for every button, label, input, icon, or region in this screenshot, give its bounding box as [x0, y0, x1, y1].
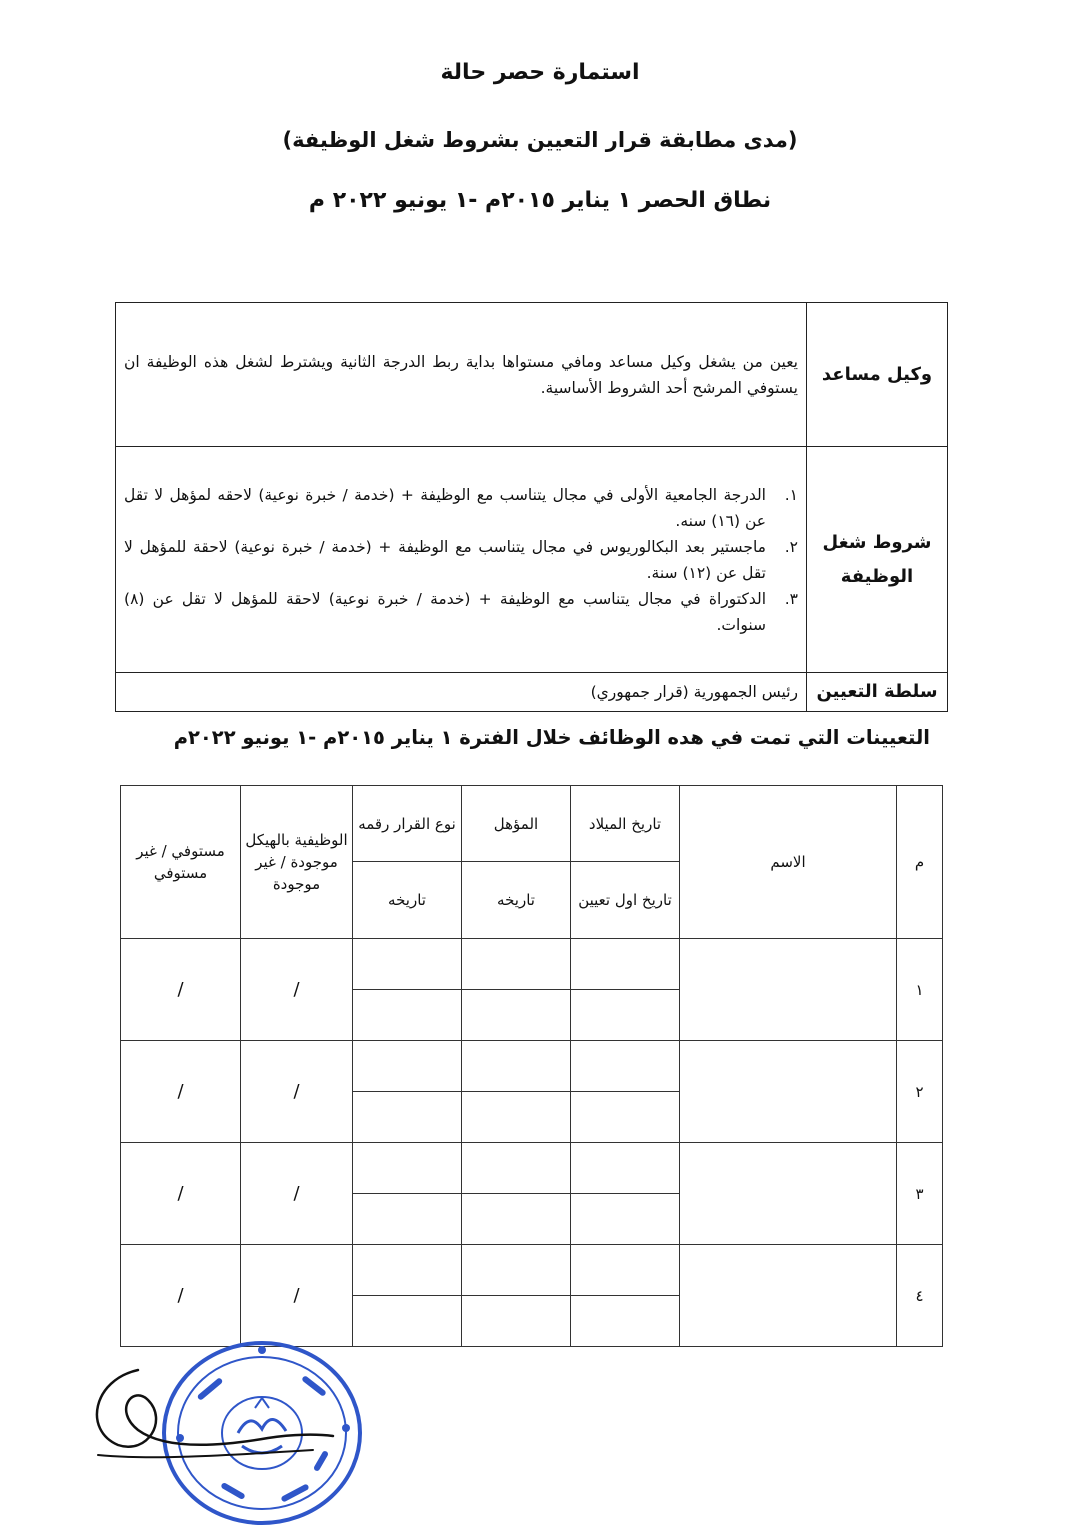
first-appointment-cell[interactable]	[571, 1092, 680, 1143]
header-structure: الوظيفية بالهيكل موجودة / غير موجودة	[241, 786, 353, 939]
form-title: استمارة حصر حالة	[440, 60, 640, 85]
header-qualification: المؤهل	[462, 786, 571, 862]
signature	[78, 1360, 338, 1480]
first-appointment-cell[interactable]	[571, 1194, 680, 1245]
decision-date-cell[interactable]	[353, 1092, 462, 1143]
name-cell[interactable]	[680, 1041, 897, 1143]
decision-date-cell[interactable]	[353, 1296, 462, 1347]
conditions-list	[124, 482, 798, 638]
first-appointment-cell[interactable]	[571, 990, 680, 1041]
decision-cell[interactable]	[353, 939, 462, 990]
row-number: ١	[897, 939, 943, 1041]
structure-cell[interactable]: /	[241, 1245, 353, 1347]
table-row	[121, 939, 943, 990]
condition-item	[124, 482, 798, 534]
qualification-date-cell[interactable]	[462, 1194, 571, 1245]
decision-date-cell[interactable]	[353, 990, 462, 1041]
birth-date-cell[interactable]	[571, 1041, 680, 1092]
name-cell[interactable]	[680, 1245, 897, 1347]
conditions-list-cell	[116, 447, 807, 673]
qualification-date-cell[interactable]	[462, 1296, 571, 1347]
header-qualification-date: تاريخه	[462, 862, 571, 939]
table-row	[121, 1041, 943, 1092]
job-description: يعين من يشغل وكيل مساعد ومافي مستواها بداية ربط الدرجة الثانية ويشترط لشغل هذه الوظيفة ان يستوفي المرشح أحد الشروط الأساسية.	[116, 303, 807, 447]
condition-text: الدكتوراة في مجال يتناسب مع الوظيفة + (خدمة / خبرة نوعية) لاحقة للمؤهل لا تقل عن (٨) سنوات.	[124, 589, 766, 634]
first-appointment-cell[interactable]	[571, 1296, 680, 1347]
header-status: مستوفي / غير مستوفي	[121, 786, 241, 939]
appointments-table	[120, 785, 943, 1347]
qualification-date-cell[interactable]	[462, 990, 571, 1041]
survey-range: نطاق الحصر ١ يناير ٢٠١٥م -١ يونيو ٢٠٢٢ م	[308, 188, 772, 213]
condition-number: ٢.	[784, 537, 798, 556]
header-decision-date: تاريخه	[353, 862, 462, 939]
condition-item	[124, 534, 798, 586]
header-decision: نوع القرار رقمه	[353, 786, 462, 862]
structure-cell[interactable]: /	[241, 939, 353, 1041]
status-cell[interactable]: /	[121, 1245, 241, 1347]
qualification-cell[interactable]	[462, 939, 571, 990]
section-title: التعيينات التي تمت في هده الوظائف خلال الفترة ١ يناير ٢٠١٥م -١ يونيو ٢٠٢٢م	[173, 726, 930, 749]
decision-date-cell[interactable]	[353, 1194, 462, 1245]
decision-cell[interactable]	[353, 1041, 462, 1092]
authority-value: رئيس الجمهورية (قرار جمهوري)	[116, 673, 807, 712]
header-birth-date: تاريخ الميلاد	[571, 786, 680, 862]
qualification-cell[interactable]	[462, 1041, 571, 1092]
condition-text: الدرجة الجامعية الأولى في مجال يتناسب مع الوظيفة + (خدمة / خبرة نوعية) لاحقه لمؤهل لا تقل عن (١٦) سنه.	[124, 485, 766, 530]
conditions-label: شروط شغل الوظيفة	[807, 447, 948, 673]
row-number: ٣	[897, 1143, 943, 1245]
job-info-table	[115, 302, 948, 712]
structure-cell[interactable]: /	[241, 1041, 353, 1143]
form-subtitle: (مدى مطابقة قرار التعيين بشروط شغل الوظيفة)	[282, 128, 798, 152]
decision-cell[interactable]	[353, 1245, 462, 1296]
row-number: ٤	[897, 1245, 943, 1347]
qualification-date-cell[interactable]	[462, 1092, 571, 1143]
name-cell[interactable]	[680, 1143, 897, 1245]
table-row	[121, 1245, 943, 1296]
qualification-cell[interactable]	[462, 1143, 571, 1194]
table-row	[121, 1143, 943, 1194]
structure-cell[interactable]: /	[241, 1143, 353, 1245]
header-name: الاسم	[680, 786, 897, 939]
name-cell[interactable]	[680, 939, 897, 1041]
header-first-appointment: تاريخ اول تعيين	[571, 862, 680, 939]
birth-date-cell[interactable]	[571, 1245, 680, 1296]
birth-date-cell[interactable]	[571, 939, 680, 990]
birth-date-cell[interactable]	[571, 1143, 680, 1194]
condition-text: ماجستير بعد البكالوريوس في مجال يتناسب مع الوظيفة + (خدمة / خبرة نوعية) لاحقة للمؤهل لا تقل عن (١٢) سنة.	[124, 537, 766, 582]
condition-number: ٣.	[784, 589, 798, 608]
authority-label: سلطة التعيين	[807, 673, 948, 712]
decision-cell[interactable]	[353, 1143, 462, 1194]
status-cell[interactable]: /	[121, 1143, 241, 1245]
row-number: ٢	[897, 1041, 943, 1143]
condition-item	[124, 586, 798, 638]
header-num: م	[897, 786, 943, 939]
condition-number: ١.	[784, 485, 798, 504]
status-cell[interactable]: /	[121, 1041, 241, 1143]
status-cell[interactable]: /	[121, 939, 241, 1041]
qualification-cell[interactable]	[462, 1245, 571, 1296]
job-title-cell: وكيل مساعد	[807, 303, 948, 447]
